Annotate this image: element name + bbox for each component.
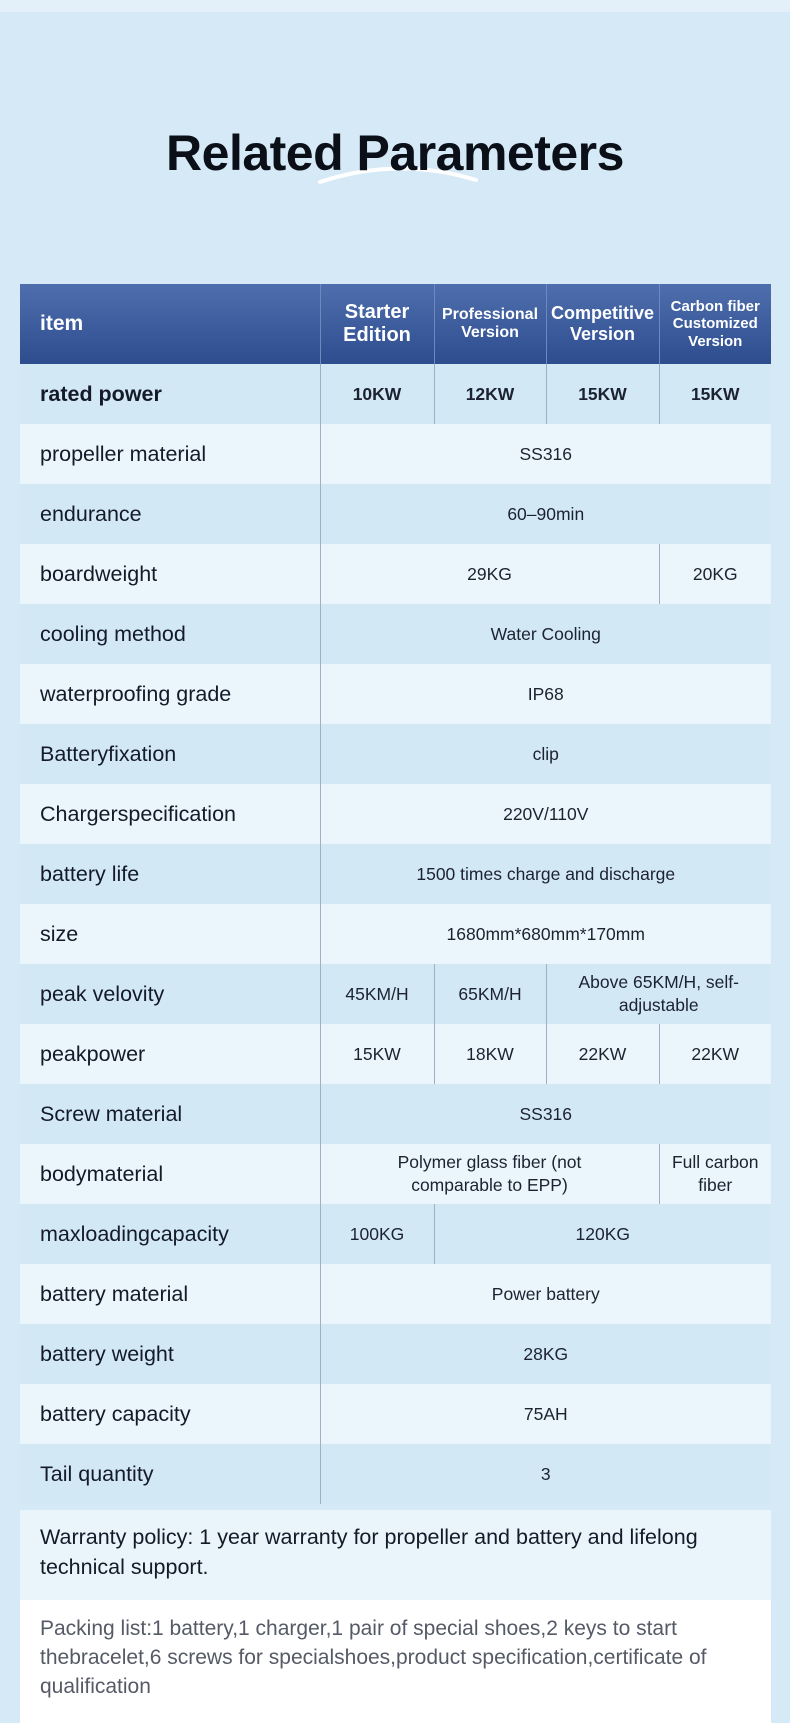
table-row (20, 1324, 771, 1384)
row-label: Chargerspecification (20, 784, 320, 844)
cell-value: 20KG (659, 544, 771, 604)
table-row (20, 1084, 771, 1144)
table-row (20, 844, 771, 904)
cell-value: SS316 (320, 424, 771, 484)
header-competitive-version: Competitive Version (546, 284, 659, 364)
top-strip (0, 0, 790, 12)
row-label: bodymaterial (20, 1144, 320, 1204)
table-row (20, 1204, 771, 1264)
row-label: battery weight (20, 1324, 320, 1384)
table-row (20, 724, 771, 784)
header-item: item (20, 284, 320, 364)
row-label: rated power (20, 364, 320, 424)
table-row (20, 1444, 771, 1504)
row-label: waterproofing grade (20, 664, 320, 724)
row-label: size (20, 904, 320, 964)
cell-value: 15KW (659, 364, 771, 424)
parameters-table-wrap (20, 284, 771, 1504)
cell-value: IP68 (320, 664, 771, 724)
cell-value: 22KW (546, 1024, 659, 1084)
cell-value: SS316 (320, 1084, 771, 1144)
row-label: battery capacity (20, 1384, 320, 1444)
row-label: Screw material (20, 1084, 320, 1144)
cell-value: clip (320, 724, 771, 784)
row-label: peak velovity (20, 964, 320, 1024)
table-header-row (20, 284, 771, 364)
cell-value: Power battery (320, 1264, 771, 1324)
cell-value: 28KG (320, 1324, 771, 1384)
cell-value: 75AH (320, 1384, 771, 1444)
table-row (20, 784, 771, 844)
cell-value: 15KW (320, 1024, 434, 1084)
cell-value: 10KW (320, 364, 434, 424)
parameters-table (20, 284, 771, 1504)
row-label: endurance (20, 484, 320, 544)
cell-value: Polymer glass fiber (not comparable to EPP) (320, 1144, 659, 1204)
table-row (20, 1144, 771, 1204)
table-row (20, 544, 771, 604)
cell-value: Full carbon fiber (659, 1144, 771, 1204)
row-label: propeller material (20, 424, 320, 484)
cell-value: 29KG (320, 544, 659, 604)
table-row (20, 964, 771, 1024)
row-label: boardweight (20, 544, 320, 604)
row-label: battery material (20, 1264, 320, 1324)
title-area (0, 118, 790, 188)
row-label: peakpower (20, 1024, 320, 1084)
cell-value: 15KW (546, 364, 659, 424)
cell-value: 1680mm*680mm*170mm (320, 904, 771, 964)
table-row (20, 664, 771, 724)
page-title: Related Parameters (166, 125, 624, 181)
cell-value: 12KW (434, 364, 546, 424)
cell-value: 18KW (434, 1024, 546, 1084)
row-label: battery life (20, 844, 320, 904)
cell-value: 100KG (320, 1204, 434, 1264)
cell-value: 1500 times charge and discharge (320, 844, 771, 904)
cell-value: 22KW (659, 1024, 771, 1084)
row-label: cooling method (20, 604, 320, 664)
cell-value: 60–90min (320, 484, 771, 544)
header-starter-edition: Starter Edition (320, 284, 434, 364)
cell-value: 65KM/H (434, 964, 546, 1024)
table-row (20, 1384, 771, 1444)
table-row (20, 604, 771, 664)
cell-value: 45KM/H (320, 964, 434, 1024)
table-row (20, 1264, 771, 1324)
cell-value: 220V/110V (320, 784, 771, 844)
header-carbon-fiber-version: Carbon fiber Customized Version (659, 284, 771, 364)
table-row (20, 364, 771, 424)
row-label: maxloadingcapacity (20, 1204, 320, 1264)
table-row (20, 484, 771, 544)
row-label: Batteryfixation (20, 724, 320, 784)
warranty-policy: Warranty policy: 1 year warranty for propeller and battery and lifelong technical support. (20, 1510, 771, 1600)
cell-value: Above 65KM/H, self-adjustable (546, 964, 771, 1024)
cell-value: 120KG (434, 1204, 771, 1264)
row-label: Tail quantity (20, 1444, 320, 1504)
table-row (20, 424, 771, 484)
cell-value: Water Cooling (320, 604, 771, 664)
table-row (20, 904, 771, 964)
table-row (20, 1024, 771, 1084)
cell-value: 3 (320, 1444, 771, 1504)
packing-list: Packing list:1 battery,1 charger,1 pair of special shoes,2 keys to start thebracelet,6 screws for specialshoes,product specification,certificate of qualification (20, 1600, 771, 1723)
header-professional-version: Professional Version (434, 284, 546, 364)
